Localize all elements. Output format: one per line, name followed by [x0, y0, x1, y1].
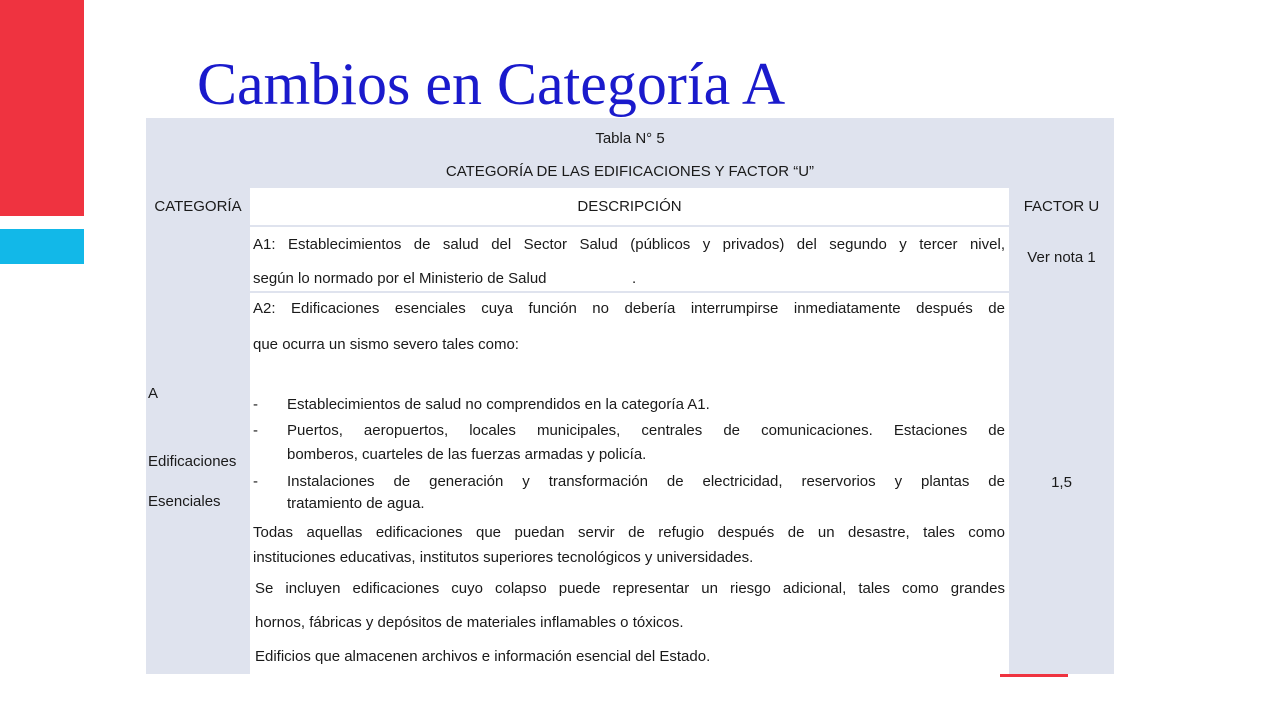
bullet-text-line1: Puertos, aeropuertos, locales municipales, centrales de comunicaciones. Estaciones de [287, 422, 1005, 439]
paragraph-line: Se incluyen edificaciones cuyo colapso puede representar un riesgo adicional, tales como grandes [255, 580, 1005, 597]
paragraph-line: hornos, fábricas y depósitos de materiales inflamables o tóxicos. [255, 614, 684, 631]
decorative-accent-line [1000, 674, 1068, 677]
category-table [146, 118, 1114, 674]
header-factor: FACTOR U [1009, 188, 1114, 225]
paragraph-line: Edificios que almacenen archivos e información esencial del Estado. [255, 648, 711, 665]
bullet-text-line2: tratamiento de agua. [287, 495, 425, 512]
slide-title: Cambios en Categoría A [197, 51, 786, 117]
bullet-item [253, 396, 1005, 413]
bullet-item [253, 473, 1005, 512]
decorative-red-bar [0, 0, 84, 216]
table-caption [146, 118, 1114, 188]
a1-line1: A1: Establecimientos de salud del Sector Salud (públicos y privados) del segundo y tercer nivel, [253, 236, 1005, 253]
bullet-dash: - [253, 473, 258, 490]
a2-description-cell [250, 291, 1009, 674]
category-code: A [148, 385, 159, 402]
bullet-dash: - [253, 396, 258, 413]
header-category: CATEGORÍA [146, 188, 250, 225]
paragraph-line: instituciones educativas, institutos superiores tecnológicos y universidades. [253, 549, 754, 566]
table-number: Tabla N° 5 [595, 130, 665, 147]
bullet-dash: - [253, 422, 258, 439]
a2-line2: que ocurra un sismo severo tales como: [253, 336, 519, 353]
decorative-blue-bar [0, 229, 84, 264]
a1-line2-end: . [632, 270, 637, 287]
bullet-item [253, 422, 1005, 463]
a1-description-cell [250, 225, 1009, 291]
bullet-text-line1: Instalaciones de generación y transformación de electricidad, reservorios y plantas de [287, 473, 1005, 490]
category-name-line2: Esenciales [148, 493, 221, 510]
bullet-text-line2: bomberos, cuarteles de las fuerzas armadas y policía. [287, 446, 647, 463]
a2-factor-cell: 1,5 [1009, 291, 1114, 674]
category-name-line1: Edificaciones [148, 453, 237, 470]
category-cell [146, 225, 250, 674]
a1-factor-cell: Ver nota 1 [1009, 225, 1114, 291]
paragraph-line: Todas aquellas edificaciones que puedan servir de refugio después de un desastre, tales como [253, 524, 1005, 541]
a2-line1: A2: Edificaciones esenciales cuya función no debería interrumpirse inmediatamente después de [253, 300, 1005, 317]
table-subtitle: CATEGORÍA DE LAS EDIFICACIONES Y FACTOR “U” [445, 163, 815, 180]
a1-line2: según lo normado por el Ministerio de Salud [253, 270, 547, 287]
header-description: DESCRIPCIÓN [577, 198, 682, 215]
bullet-text: Establecimientos de salud no comprendidos en la categoría A1. [287, 396, 710, 413]
